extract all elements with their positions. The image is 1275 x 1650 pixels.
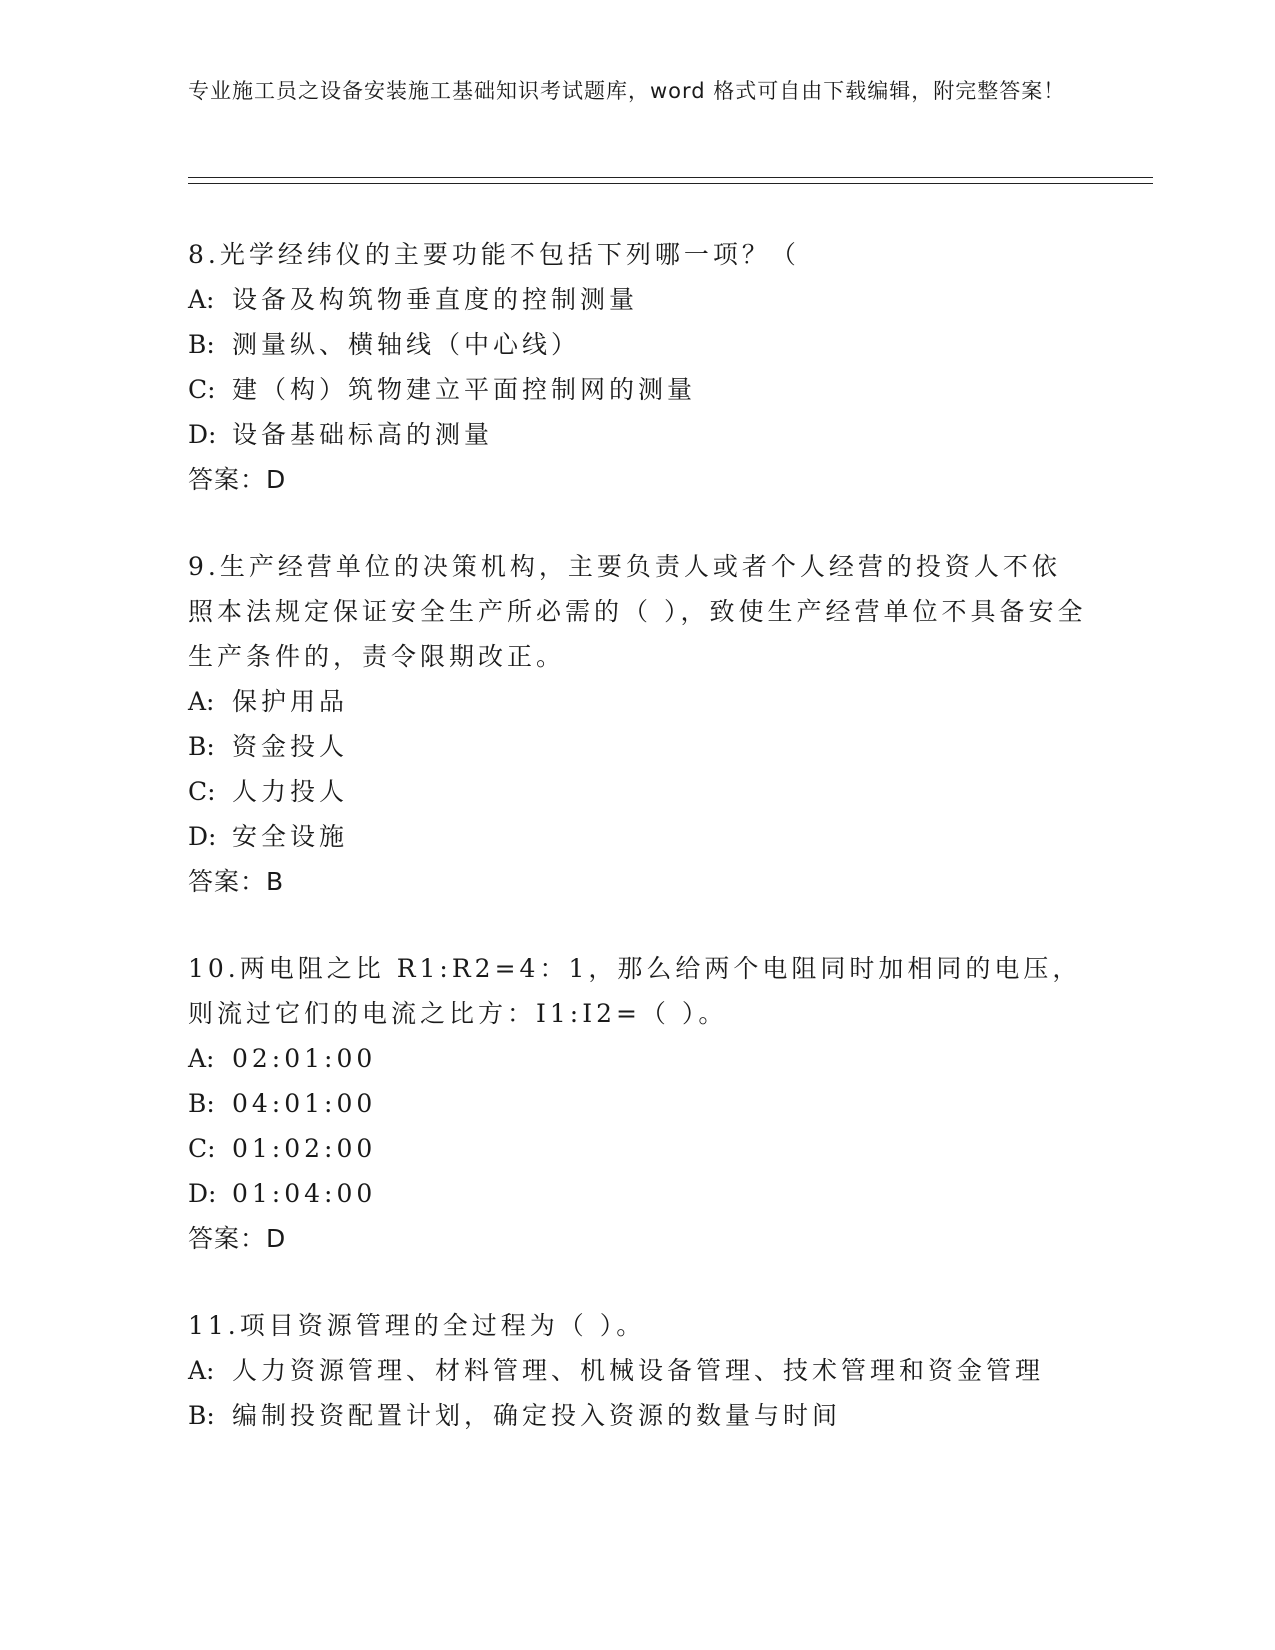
option-b: [188, 322, 1088, 367]
option-text: 01:04:00: [232, 1179, 377, 1208]
option-text: 人力资源管理、材料管理、机械设备管理、技术管理和资金管理: [232, 1356, 1045, 1385]
option-letter: D:: [188, 1179, 217, 1208]
option-letter: A:: [188, 687, 215, 716]
option-text: 编制投资配置计划，确定投入资源的数量与时间: [232, 1401, 842, 1430]
option-letter: D:: [188, 420, 217, 449]
option-text: 资金投人: [232, 732, 349, 761]
option-text: 保护用品: [232, 687, 349, 716]
header-divider-top: [188, 177, 1153, 178]
option-d: [188, 1171, 1088, 1216]
option-a: [188, 277, 1088, 322]
option-text: 02:01:00: [232, 1044, 377, 1073]
option-letter: C:: [188, 777, 216, 806]
option-letter: B:: [188, 1401, 215, 1430]
option-c: [188, 1126, 1088, 1171]
option-letter: C:: [188, 375, 216, 404]
option-letter: C:: [188, 1134, 216, 1163]
option-letter: D:: [188, 822, 217, 851]
header-divider-bottom: [188, 183, 1153, 184]
option-letter: B:: [188, 732, 215, 761]
answer: 答案：D: [188, 465, 287, 494]
option-text: 人力投人: [232, 777, 349, 806]
option-letter: B:: [188, 330, 215, 359]
option-text: 建（构）筑物建立平面控制网的测量: [232, 375, 697, 404]
option-a: [188, 1348, 1088, 1393]
question-list: [188, 232, 1088, 1480]
option-d: [188, 814, 1088, 859]
question-10: [188, 946, 1088, 1261]
option-c: [188, 769, 1088, 814]
question-text: 9.生产经营单位的决策机构，主要负责人或者个人经营的投资人不依照本法规定保证安全生产所必需的（ ），致使生产经营单位不具备安全生产条件的，责令限期改正。: [188, 552, 1087, 671]
question-text: 8.光学经纬仪的主要功能不包括下列哪一项？（: [188, 240, 800, 269]
option-text: 04:01:00: [232, 1089, 377, 1118]
question-9: [188, 544, 1088, 904]
option-letter: A:: [188, 1356, 215, 1385]
answer: 答案：B: [188, 867, 285, 896]
option-text: 安全设施: [232, 822, 349, 851]
question-text: 10.两电阻之比 R1:R2=4：1，那么给两个电阻同时加相同的电压，则流过它们的电流之比方：I1:I2=（ ）。: [188, 954, 1082, 1028]
option-b: [188, 724, 1088, 769]
option-letter: A:: [188, 1044, 215, 1073]
option-text: 设备及构筑物垂直度的控制测量: [232, 285, 639, 314]
option-a: [188, 1036, 1088, 1081]
option-letter: A:: [188, 285, 215, 314]
answer: 答案：D: [188, 1224, 287, 1253]
option-letter: B:: [188, 1089, 215, 1118]
option-b: [188, 1393, 1088, 1438]
document-header: 专业施工员之设备安装施工基础知识考试题库，word 格式可自由下载编辑，附完整答案！: [188, 79, 1066, 103]
option-text: 01:02:00: [232, 1134, 377, 1163]
question-8: [188, 232, 1088, 502]
option-c: [188, 367, 1088, 412]
option-text: 设备基础标高的测量: [232, 420, 494, 449]
question-text: 11.项目资源管理的全过程为（ ）。: [188, 1311, 646, 1340]
option-text: 测量纵、横轴线（中心线）: [232, 330, 581, 359]
option-d: [188, 412, 1088, 457]
option-a: [188, 679, 1088, 724]
option-b: [188, 1081, 1088, 1126]
question-11: [188, 1303, 1088, 1438]
